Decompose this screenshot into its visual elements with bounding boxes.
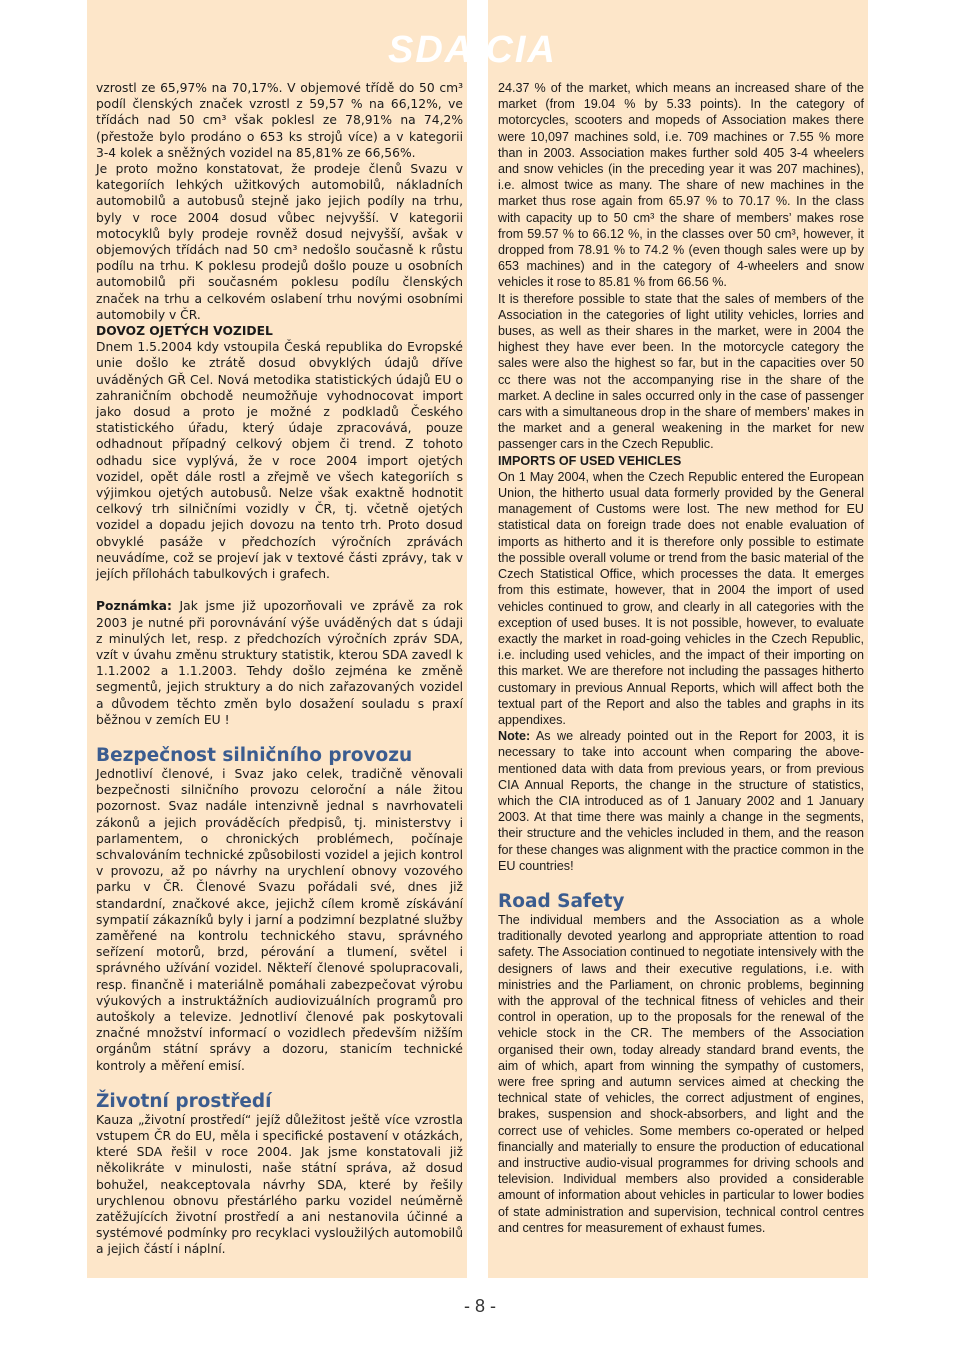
header-brand-watermark: SDA CIA	[388, 29, 557, 71]
paragraph: Jednotliví členové, i Svaz jako celek, tradičně věnovali bezpečnosti silničního provozu celoroční a nále žitou pozornost. Svaz nadále intenzivně jednal s navrhovateli zákonů a jejich prováděcích předpisů, tj. ministerstvy i parlamentem, o chronických problémech, počínaje schvalováním technické způsobilosti vozidel a jejich kontrol v provozu, až po návrhy na urychlení obnovy vozového parku v ČR. Členové Svazu pořádali své, dnes již standardní, značkové akce, jejichž cílem kromě získávání sympatií zákazníků byly i jarní a podzimní bezplatné služby zaměřené na kontrolu technického stavu, správného seřízení motorů, brzd, pérování a tlumení, světel i správného užívání vozidel. Někteří členové spolupracovali, resp. finančně i materiálně pomáhali zabezpečovat výrobu výukových a instruktážních audiovizuálních programů pro autoškoly a televize. Jednotliví členové pak poskytovali značné množství informací o vozidlech především nižším orgánům státní správy a dozoru, stanicím technické kontroly a měření emisí.	[96, 766, 463, 1073]
paragraph: The individual members and the Association as a whole traditionally devoted yearlong and appropriate attention to road safety. The Association continued to negotiate intensively with the designers of laws and their executive regulations, i.e. with ministries and the Parliament, on chronic problems, beginning with the approval of the technical fitness of vehicles and their control in operation, up to the proposals for the renewal of the vehicle stock in the CR. The members of the Association organised their own, today already standard brand events, the aim of which, apart from winning the sympathy of customers, were free spring and autumn services aimed at checking the technical state of vehicles, the correct adjustment of engines, brakes, suspension and shock-absorbers, and light and the correct use of vehicles. Some members co-operated or helped financially and materially to ensure the production of educational and instructive audio-visual programmes for driving schools and television. Individual members also provided a considerable amount of information about vehicles in particular to lower bodies of state administration and supervision, technical control centres and centres for measurement of exhaust fumes.	[498, 912, 864, 1235]
spacer	[96, 728, 463, 746]
heading-road-safety: Bezpečnost silničního provozu	[96, 744, 413, 766]
page-number: - 8 -	[463, 1296, 496, 1316]
czech-text-column	[96, 80, 463, 1258]
spacer	[96, 1074, 463, 1092]
paragraph: On 1 May 2004, when the Czech Republic entered the European Union, the hitherto usual data formerly provided by the General management of Customs were lost. The new method for EU statistical data on foreign trade does not enable evaluation of imports as hitherto and it is therefore only possible to estimate the possible overall volume or trend from the basic material of the Czech Statistical Office, which processes the data. It emerges from this estimate, however, that in 2004 the import of used vehicles continued to grow, and clearly in all categories with the exception of used buses. It is not possible, however, to evaluate exactly the market in road-going vehicles in the Czech Republic, i.e. including used vehicles, and the impact of their importing on this market. We are therefore not including the passages hitherto customary in previous Annual Reports, which will affect both the textual part of the Report and also the tables and graphs in its appendixes.	[498, 469, 864, 727]
heading-environment: Životní prostředí	[96, 1090, 272, 1112]
note-paragraph	[96, 598, 463, 728]
heading-road-safety: Road Safety	[498, 890, 625, 912]
paragraph: 24.37 % of the market, which means an increased share of the market (from 19.04 % by 5.33 points). In the category of motorcycles, scooters and mopeds of Association makes there were 10,097 machines sold, i.e. 709 machines or 7.55 % more than in 2003. Association makes further sold 405 3-4 wheelers and snow vehicles (in the preceding year it was 207 machines), i.e. almost twice as many. The share of new machines in the market thus rose again from 65.97 % to 70.17 %. In the class with capacity up to 50 cm³ the share of members’ makes rose from 59.57 % to 66.12 %, in the classes over 50 cm³, however, it dropped from 78.91 % to 74.2 % (even though sales were up by 653 machines) and in the category of 4-wheelers and snow vehicles it rose to 85.81 % from 66.56 %.	[498, 81, 864, 290]
paragraph: It is therefore possible to state that the sales of members of the Association in the categories of light utility vehicles, lorries and buses, as well as their shares in the market, were in 2004 the highest they have ever been. In the motorcycle category the sales were also the highest so far, but in the capacities over 50 cc there was not the accompanying rise in the share of the market. A decline in sales occurred only in the case of passenger cars with a simultaneous drop in the share of members’ makes in the market and a general weakening in the market for new passenger cars in the Czech Republic.	[498, 291, 864, 452]
note-text: Jak jsme již upozorňovali ve zprávě za rok 2003 je nutné při porovnávání výše uváděných dat s údaji z minulých let, resp. z předchozích výročních zpráv SDA, vzít v úvahu změnu struktury statistik, kterou SDA zavedl k 1.1.2002 a 1.1.2003. Tehdy došlo zejména ke změně segmentů, jejich struktury a do nich zařazovaných vozidel a důvodem těchto změn bylo dosažení souladu s praxí běžnou v zemích EU !	[96, 599, 463, 727]
spacer	[96, 582, 463, 598]
paragraph: vzrostl ze 65,97% na 70,17%. V objemové třídě do 50 cm³ podíl členských značek vzrostl z 59,57 % na 66,12%, ve třídách nad 50 cm³ však poklesl ze 78,91% na 74,2% (přestože bylo prodáno o 653 ks strojů více) a v kategorii 3-4 kolek a sněžných vozidel na 85,81% ze 66,56%.	[96, 81, 463, 160]
note-label: Note:	[498, 729, 531, 744]
note-text: As we already pointed out in the Report for 2003, it is necessary to take into account when comparing the above-mentioned data with data from previous years, or from previous CIA Annual Reports, the change in the structure of statistics, which the CIA introduced as of 1 January 2002 and 1 January 2003. At that time there was mainly a change in the segments, their structure and the vehicles included in them, and the reason for these changes was alignment with the practice common in the EU countries!	[498, 729, 864, 873]
paragraph: Kauza „životní prostředí“ jejíž důležitost ještě více vzrostla vstupem ČR do EU, měla i specifické postavení v otázkách, které SDA řešil v roce 2004. Jak jsme konstatovali již několikráte v minulosti, naše státní správa, až dosud bohužel, neakceptovala návrhy SDA, které by řešily urychlenou obnovu přestárlého parku vozidel neúměrně zatěžujících životní prostředí a ani nestanovila účinné a systémové podmínky pro recyklaci vysloužilých automobilů a jejich částí i náplní.	[96, 1112, 463, 1257]
note-paragraph	[498, 728, 864, 874]
subheading-used-vehicle-imports: DOVOZ OJETÝCH VOZIDEL	[96, 324, 273, 339]
english-text-column	[498, 80, 864, 1236]
paragraph: Dnem 1.5.2004 kdy vstoupila Česká republika do Evropské unie došlo ke ztrátě dosud obvyklých údajů dříve uváděných GŘ Cel. Nová metodika statistických údajů EU o zahraničním obchodě neumožňuje vyhodnocovat import jako dosud a proto je možné z podkladů Českého statistického úřadu, který údaje zpracovává, pouze odhadnout případný celkový objem či trend. Z tohoto odhadu sice vyplývá, že v roce 2004 import ojetých vozidel, opět dále rostl a zřejmě ve všech kategoriích s výjimkou ojetých autobusů. Nelze však exaktně hodnotit celkový trh silničními vozidly v ČR, tj. včetně ojetých vozidel a dopadu jejich dovozu na tento trh. Proto dosud obvyklé pasáže v předchozích výročních zprávách neuvádíme, což se projeví jak v textové části zprávy, tak v jejích přílohách tabulkových i grafech.	[96, 340, 463, 582]
note-label: Poznámka:	[96, 599, 172, 614]
paragraph: Je proto možno konstatovat, že prodeje členů Svazu v kategoriích lehkých užitkových automobilů, nákladních automobilů a autobusů stejně jako jejich podíly na trhu, byly v roce 2004 dosud vůbec nejvyšší. V kategorii motocyklů byly prodeje rovněž dosud nejvyšší, avšak v objemových třídách nad 50 cm³ nedošlo současně k růstu podílu na trhu. K poklesu prodejů došlo pouze u osobních automobilů při současném poklesu podílu členských značek na trhu a celkovém oslabení trhu novými osobními automobily v ČR.	[96, 162, 463, 322]
subheading-used-vehicle-imports: IMPORTS OF USED VEHICLES	[498, 453, 682, 468]
spacer	[498, 874, 864, 892]
